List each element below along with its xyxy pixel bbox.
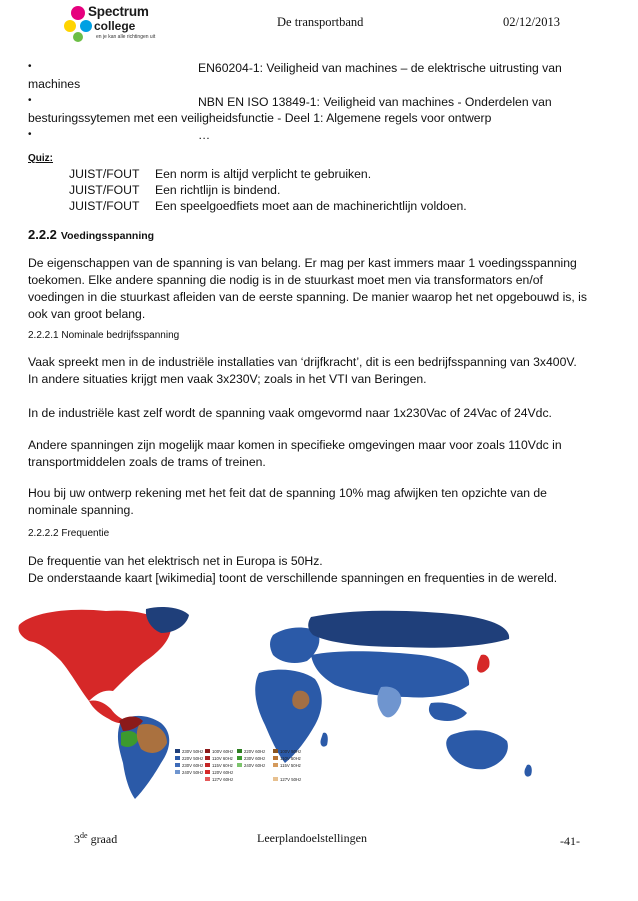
- text-line: De frequentie van het elektrisch net in Europa is 50Hz.: [28, 554, 323, 568]
- bullet-item: …: [198, 128, 211, 142]
- subsection-heading: 2.2.2.2 Frequentie: [28, 528, 110, 539]
- legend-label: 120V 60Hz: [212, 769, 234, 775]
- paragraph: [28, 553, 557, 587]
- footer-grade-sup: de: [80, 831, 88, 840]
- text-line: ook van groot belang.: [28, 307, 146, 321]
- legend-label: 230V 50Hz: [182, 748, 204, 754]
- quiz-answer: JUIST/FOUT: [69, 183, 140, 197]
- paragraph: [28, 437, 562, 471]
- text-line: toekomen. Elke andere spanning die nodig is in de stuurkast moet men via transformators en/of: [28, 273, 543, 287]
- legend-label: 230V 60Hz: [244, 755, 266, 761]
- bullet-marker: •: [28, 129, 32, 140]
- map-region-japan: [477, 655, 490, 673]
- section-number: 2.2.2: [28, 227, 57, 242]
- map-region-australia: [446, 730, 508, 769]
- header-title: De transportband: [277, 15, 364, 29]
- legend-label: 230V 60Hz: [182, 762, 204, 768]
- section-heading: [28, 227, 154, 242]
- quiz-question: Een speelgoedfiets moet aan de machinerichtlijn voldoen.: [155, 199, 467, 213]
- legend-label: 127V 60Hz: [212, 776, 234, 782]
- section-intro-paragraph: [28, 255, 587, 323]
- text-line: voedingen in die stuurkast afleiden van de eerste spanning. De manier waarop het net opgebouwd is, is: [28, 290, 587, 304]
- quiz-answer: JUIST/FOUT: [69, 199, 140, 213]
- bullet-item: NBN EN ISO 13849-1: Veiligheid van machines - Onderdelen van: [198, 95, 552, 109]
- map-region-russia: [308, 611, 509, 648]
- map-region-north-america: [18, 610, 171, 701]
- paragraph: [28, 485, 547, 519]
- logo-text-spectrum: Spectrum: [88, 4, 149, 19]
- text-line: De onderstaande kaart [wikimedia] toont de verschillende spanningen en frequenties in de wereld.: [28, 571, 558, 585]
- subsection-heading: 2.2.2.1 Nominale bedrijfsspanning: [28, 330, 180, 341]
- footer-grade-number: 3: [74, 832, 80, 846]
- section-title: Voedingsspanning: [60, 230, 155, 242]
- text-line: nominale spanning.: [28, 503, 134, 517]
- logo-tagline: en je kan alle richtingen uit: [96, 34, 156, 40]
- logo-text-college: college: [94, 19, 136, 33]
- bullet-item-continuation: besturingssytemen met een veiligheidsfunctie - Deel 1: Algemene regels voor ontwerp: [28, 111, 492, 125]
- footer-grade: [74, 831, 117, 847]
- legend-label: 110V 50Hz: [280, 755, 301, 761]
- text-line: Vaak spreekt men in de industriële installaties van ‘drijfkracht’, dit is een bedrijfsspanning van 3x400V.: [28, 355, 577, 369]
- legend-label: 100V 60Hz: [212, 748, 234, 754]
- legend-label: 127V 50Hz: [280, 776, 302, 782]
- map-legend: [175, 749, 301, 782]
- quiz-question: Een richtlijn is bindend.: [155, 183, 281, 197]
- text-line: In andere situaties krijgt men vaak 3x230V; zoals in het VTI van Beringen.: [28, 372, 427, 386]
- legend-label: 220V 50Hz: [182, 755, 204, 761]
- legend-label: 110V 60Hz: [212, 755, 233, 761]
- paragraph: In de industriële kast zelf wordt de spanning vaak omgevormd naar 1x230Vac of 24Vac of 24Vdc.: [28, 406, 552, 420]
- bullet-item-continuation: machines: [28, 77, 81, 91]
- legend-label: 115V 60Hz: [212, 762, 233, 768]
- bullet-item: EN60204-1: Veiligheid van machines – de elektrische uitrusting van: [198, 61, 562, 75]
- quiz-question: Een norm is altijd verplicht te gebruiken.: [155, 167, 372, 181]
- map-region-india: [377, 687, 401, 718]
- text-line: Andere spanningen zijn mogelijk maar komen in specifieke omgevingen maar voor zoals 110Vdc in: [28, 438, 562, 452]
- legend-label: 100V 50Hz: [280, 748, 302, 754]
- header-date: 02/12/2013: [503, 15, 560, 29]
- paragraph: [28, 354, 577, 388]
- legend-label: 115V 50Hz: [280, 762, 301, 768]
- legend-label: 240V 50Hz: [182, 769, 204, 775]
- quiz-answer: JUIST/FOUT: [69, 167, 140, 181]
- map-region-madagascar: [320, 733, 327, 747]
- text-line: Hou bij uw ontwerp rekening met het feit dat de spanning 10% mag afwijken ten opzichte van de: [28, 486, 547, 500]
- page-number: -41-: [560, 834, 580, 848]
- world-voltage-map: [11, 603, 611, 803]
- bullet-marker: •: [28, 61, 32, 72]
- legend-label: 240V 60Hz: [244, 762, 266, 768]
- footer-grade-suffix: graad: [87, 832, 118, 846]
- footer-center: Leerplandoelstellingen: [257, 831, 367, 845]
- legend-label: 220V 60Hz: [244, 748, 266, 754]
- spectrum-college-logo: [62, 4, 162, 44]
- bullet-marker: •: [28, 95, 32, 106]
- quiz-label: Quiz:: [28, 153, 53, 164]
- map-region-new-zealand: [524, 765, 531, 777]
- text-line: De eigenschappen van de spanning is van belang. Er mag per kast immers maar 1 voedingsspanning: [28, 256, 577, 270]
- map-region-southeast-asia: [429, 702, 467, 721]
- text-line: transportmiddelen zoals de trams of treinen.: [28, 455, 266, 469]
